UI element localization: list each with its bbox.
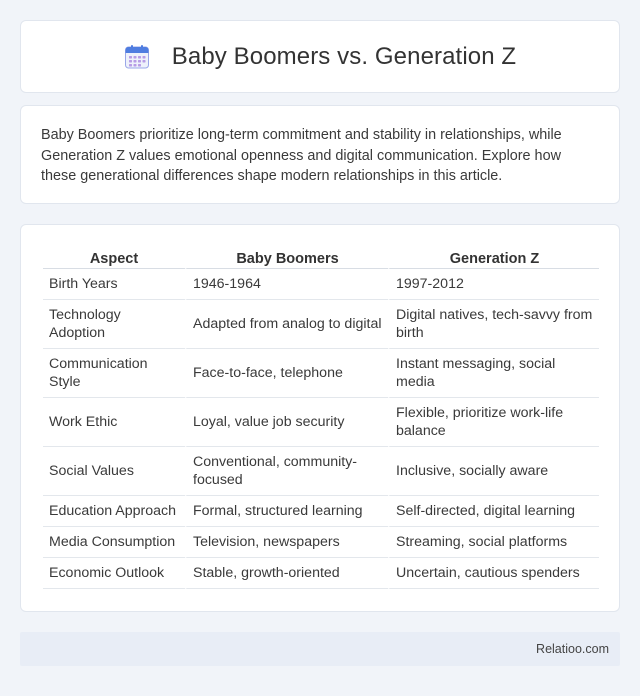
cell-baby-boomers: Conventional, community-focused xyxy=(185,447,388,496)
cell-aspect: Economic Outlook xyxy=(43,558,185,589)
header-aspect: Aspect xyxy=(43,245,185,269)
table-row xyxy=(43,398,599,447)
cell-baby-boomers: Formal, structured learning xyxy=(185,496,388,527)
page-title: Baby Boomers vs. Generation Z xyxy=(171,42,517,70)
cell-generation-z: Flexible, prioritize work-life balance xyxy=(388,398,599,447)
cell-generation-z: 1997-2012 xyxy=(388,269,599,300)
cell-aspect: Media Consumption xyxy=(43,527,185,558)
table-row xyxy=(43,558,599,589)
cell-aspect: Birth Years xyxy=(43,269,185,300)
table-row xyxy=(43,447,599,496)
intro-card xyxy=(20,105,620,204)
cell-baby-boomers: Adapted from analog to digital xyxy=(185,300,388,349)
calendar-icon xyxy=(124,44,150,70)
comparison-table-card xyxy=(20,224,620,612)
cell-aspect: Work Ethic xyxy=(43,398,185,447)
cell-generation-z: Inclusive, socially aware xyxy=(388,447,599,496)
cell-baby-boomers: Face-to-face, telephone xyxy=(185,349,388,398)
cell-baby-boomers: Stable, growth-oriented xyxy=(185,558,388,589)
title-wrap xyxy=(124,43,516,71)
header-generation-z: Generation Z xyxy=(388,245,599,269)
cell-aspect: Communication Style xyxy=(43,349,185,398)
table-row xyxy=(43,349,599,398)
cell-baby-boomers: Loyal, value job security xyxy=(185,398,388,447)
cell-generation-z: Self-directed, digital learning xyxy=(388,496,599,527)
cell-aspect: Social Values xyxy=(43,447,185,496)
cell-generation-z: Streaming, social platforms xyxy=(388,527,599,558)
cell-baby-boomers: Television, newspapers xyxy=(185,527,388,558)
comparison-table xyxy=(43,245,599,589)
cell-aspect: Technology Adoption xyxy=(43,300,185,349)
table-row xyxy=(43,269,599,300)
intro-paragraph: Baby Boomers prioritize long-term commitment and stability in relationships, while Generation Z values emotional openness and digital communication. Explore how these generational differences shape modern relationships in this article. xyxy=(41,127,562,184)
header-baby-boomers: Baby Boomers xyxy=(185,245,388,269)
table-row xyxy=(43,300,599,349)
cell-generation-z: Uncertain, cautious spenders xyxy=(388,558,599,589)
table-row xyxy=(43,527,599,558)
title-card xyxy=(20,20,620,93)
cell-baby-boomers: 1946-1964 xyxy=(185,269,388,300)
footer-brand: Relatioo.com xyxy=(536,642,609,656)
cell-generation-z: Instant messaging, social media xyxy=(388,349,599,398)
cell-generation-z: Digital natives, tech-savvy from birth xyxy=(388,300,599,349)
table-header-row xyxy=(43,245,599,269)
footer xyxy=(20,632,620,666)
cell-aspect: Education Approach xyxy=(43,496,185,527)
table-row xyxy=(43,496,599,527)
